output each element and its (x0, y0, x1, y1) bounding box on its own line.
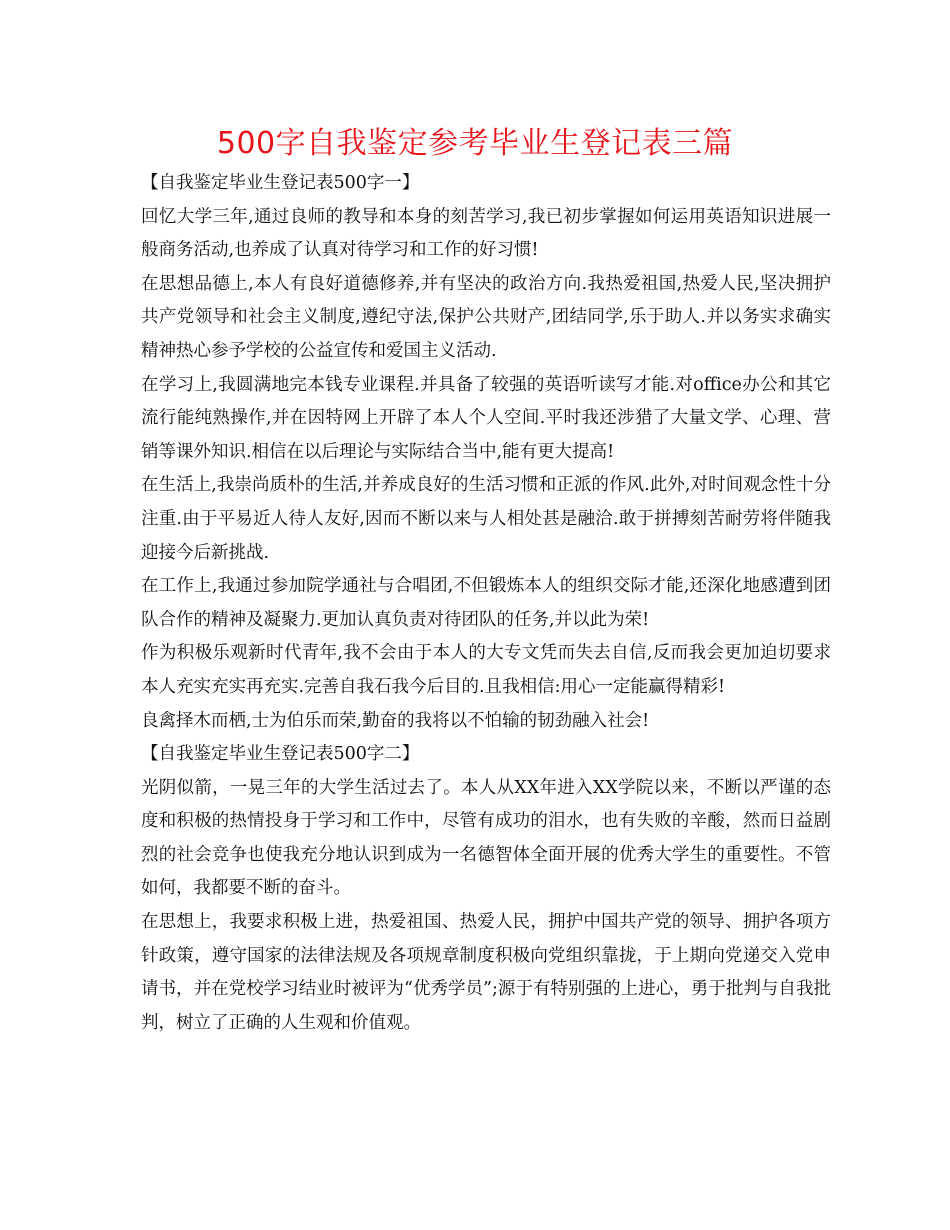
paragraph: 光阴似箭，一晃三年的大学生活过去了。本人从XX年进入XX学院以来，不断以严谨的态度和积极的热情投身于学习和工作中，尽管有成功的泪水，也有失败的辛酸，然而日益剧烈的社会竞争也使我充分地认识到成为一名德智体全面开展的优秀大学生的重要性。不管如何，我都要不断的奋斗。 (141, 777, 831, 899)
paragraph: 良禽择木而栖,士为伯乐而荣,勤奋的我将以不怕输的韧劲融入社会! (141, 710, 650, 731)
paragraph: 在思想上，我要求积极上进，热爱祖国、热爱人民，拥护中国共产党的领导、拥护各项方针政策，遵守国家的法律法规及各项规章制度积极向党组织靠拢，于上期向党递交入党申请书，并在党校学习结业时被评为“优秀学员”;源于有特别强的上进心，勇于批判与自我批判，树立了正确的人生观和价值观。 (141, 912, 831, 1033)
paragraph: 在学习上,我圆满地完本钱专业课程.并具备了较强的英语听读写才能.对office办公和其它流行能纯熟操作,并在因特网上开辟了本人个人空间.平时我还涉猎了大量文学、心理、营销等课外知识.相信在以后理论与实际结合当中,能有更大提高! (141, 374, 831, 462)
document-body (141, 167, 831, 1040)
section-heading-1: 【自我鉴定毕业生登记表500字一】 (141, 173, 420, 193)
section-heading-2: 【自我鉴定毕业生登记表500字二】 (141, 744, 420, 765)
paragraph: 在工作上,我通过参加院学通社与合唱团,不但锻炼本人的组织交际才能,还深化地感遭到团队合作的精神及凝聚力.更加认真负责对待团队的任务,并以此为荣! (141, 576, 831, 630)
paragraph: 在思想品德上,本人有良好道德修养,并有坚决的政治方向.我热爱祖国,热爱人民,坚决拥护共产党领导和社会主义制度,遵纪守法,保护公共财产,团结同学,乐于助人.并以务实求确实精神热心参予学校的公益宣传和爱国主义活动. (141, 273, 831, 361)
paragraph: 在生活上,我崇尚质朴的生活,并养成良好的生活习惯和正派的作风.此外,对时间观念性十分注重.由于平易近人待人友好,因而不断以来与人相处甚是融洽.敢于拼搏刻苦耐劳将伴随我迎接今后新挑战. (141, 475, 831, 563)
paragraph: 作为积极乐观新时代青年,我不会由于本人的大专文凭而失去自信,反而我会更加迫切要求本人充实充实再充实.完善自我石我今后目的.且我相信:用心一定能赢得精彩! (141, 643, 831, 697)
document-title: 500字自我鉴定参考毕业生登记表三篇 (216, 126, 734, 161)
paragraph: 回忆大学三年,通过良师的教导和本身的刻苦学习,我已初步掌握如何运用英语知识进展一般商务活动,也养成了认真对待学习和工作的好习惯! (141, 206, 831, 261)
